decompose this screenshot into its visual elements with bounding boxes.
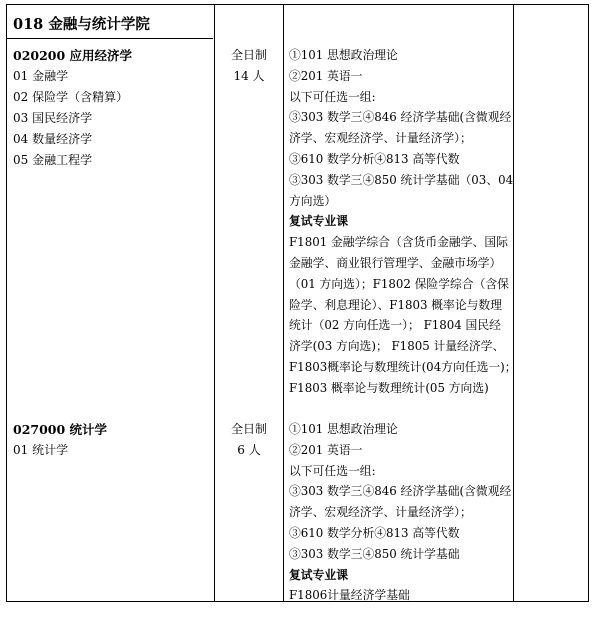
- retest-line: F1801 金融学综合（含货币金融学、国际: [289, 235, 508, 250]
- retest-line: 济学(03 方向选)； F1805 计量经济学、: [289, 339, 505, 354]
- direction-item: 05 金融工程学: [13, 153, 93, 167]
- exam-line: ②201 英语一: [289, 442, 363, 457]
- retest-line: F1806计量经济学基础: [289, 588, 410, 603]
- retest-line: 金融学、商业银行管理学、金融市场学）: [289, 255, 502, 270]
- exam-line: ③610 数学分析④813 高等代数: [289, 525, 460, 540]
- exam-line: ③303 数学三④850 统计学基础: [289, 546, 460, 561]
- direction-item: 01 统计学: [13, 443, 69, 457]
- retest-line: F1803概率论与数理统计(04方向任选一)；: [289, 359, 517, 374]
- exam-line: ③610 数学分析④813 高等代数: [289, 151, 460, 166]
- direction-item: 02 保险学（含精算）: [13, 90, 129, 104]
- exam-line: ③303 数学三④846 经济学基础(含微观经: [289, 484, 512, 499]
- program-code-name: 020200 应用经济学: [13, 48, 133, 63]
- exam-line: 济学、宏观经济学、计量经济学）；: [289, 131, 472, 146]
- exam-line: 以下可任选一组:: [289, 89, 376, 104]
- direction-item: 03 国民经济学: [13, 111, 93, 125]
- column-divider-1: [214, 5, 215, 601]
- program-code-name: 027000 统计学: [13, 422, 108, 437]
- quota: 6 人: [237, 443, 261, 457]
- exam-line: 方向选）: [289, 193, 337, 208]
- retest-line: 统计（02 方向任选一）； F1804 国民经: [289, 318, 501, 333]
- exam-line: ③303 数学三④850 统计学基础（03、04: [289, 172, 514, 187]
- program-name-column: [13, 419, 209, 461]
- exam-line: 济学、宏观经济学、计量经济学）；: [289, 505, 472, 520]
- direction-item: 04 数量经济学: [13, 132, 93, 146]
- enrollment-column: [216, 45, 282, 87]
- retest-heading: 复试专业课: [289, 214, 348, 229]
- direction-item: 01 金融学: [13, 69, 69, 83]
- retest-line: 险学、利息理论）、F1803 概率论与数理: [289, 297, 503, 312]
- exam-line: ①101 思想政治理论: [289, 422, 398, 436]
- study-mode: 全日制: [230, 422, 267, 436]
- exam-line: ③303 数学三④846 经济学基础(含微观经: [289, 110, 512, 125]
- retest-heading: 复试专业课: [289, 567, 348, 582]
- quota: 14 人: [233, 69, 265, 83]
- school-header-divider: [7, 38, 213, 39]
- program-name-column: [13, 45, 209, 171]
- column-divider-2: [283, 5, 284, 601]
- school-title: 018 金融与统计学院: [13, 16, 150, 33]
- exam-subjects-column: [289, 419, 511, 606]
- retest-line: （01 方向选）；F1802 保险学综合（含保: [289, 276, 509, 291]
- retest-line: F1803 概率论与数理统计(05 方向选): [289, 380, 489, 395]
- column-divider-3: [513, 5, 514, 601]
- admissions-table: [6, 4, 589, 602]
- exam-line: 以下可任选一组:: [289, 463, 376, 478]
- exam-line: ①101 思想政治理论: [289, 48, 398, 62]
- exam-line: ②201 英语一: [289, 68, 363, 83]
- exam-subjects-column: [289, 45, 517, 399]
- enrollment-column: [216, 419, 282, 461]
- study-mode: 全日制: [230, 48, 267, 62]
